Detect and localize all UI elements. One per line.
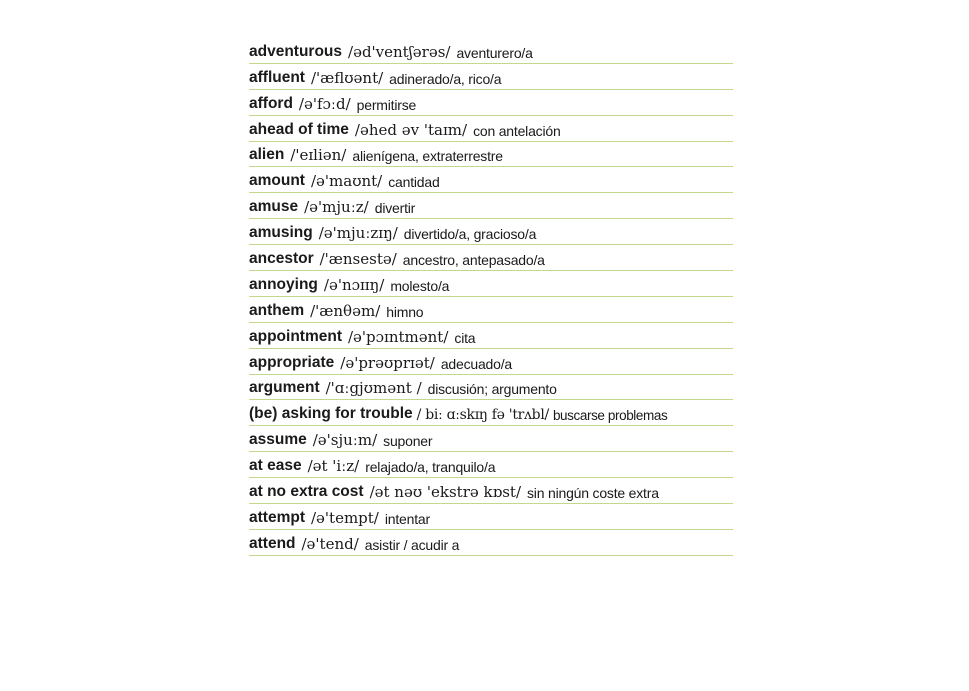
- entry-translation: ancestro, antepasado/a: [402, 252, 545, 269]
- list-item: [249, 271, 733, 297]
- entry-translation: permitirse: [356, 96, 417, 113]
- entry-translation: divertido/a, gracioso/a: [403, 226, 537, 243]
- entry-pronunciation: /'ænsestə/: [319, 250, 397, 269]
- entry-pronunciation: /'ɑːgjʊmənt /: [325, 379, 422, 398]
- list-item: [249, 142, 733, 168]
- list-item: [249, 323, 733, 349]
- entry-translation: aventurero/a: [456, 44, 533, 61]
- entry-translation: con antelación: [473, 122, 561, 139]
- entry-pronunciation: /ə'pɔɪntmənt/: [348, 327, 449, 346]
- entry-pronunciation: /ə'mjuːzɪŋ/: [318, 224, 398, 243]
- vocabulary-list: [249, 38, 733, 556]
- entry-word: assume: [249, 431, 307, 449]
- entry-pronunciation: /ə'maʊnt/: [310, 172, 383, 191]
- entry-translation: suponer: [383, 433, 433, 450]
- list-item: [249, 375, 733, 401]
- list-item: [249, 219, 733, 245]
- entry-translation: alienígena, extraterrestre: [352, 148, 503, 165]
- list-item: [249, 245, 733, 271]
- entry-translation: molesto/a: [390, 277, 450, 294]
- entry-translation: adecuado/a: [440, 355, 512, 372]
- entry-word: adventurous: [249, 42, 343, 60]
- entry-pronunciation: /ə'sjuːm/: [312, 431, 378, 450]
- entry-pronunciation: /əd'ventʃərəs/: [348, 42, 451, 61]
- entry-translation: divertir: [374, 200, 416, 217]
- entry-word: amusing: [249, 224, 313, 242]
- entry-pronunciation: /ət 'iːz/: [307, 457, 360, 476]
- list-item: [249, 426, 733, 452]
- entry-word: (be) asking for trouble: [249, 405, 413, 423]
- entry-pronunciation: /ə'fɔːd/: [298, 94, 351, 113]
- entry-word: ahead of time: [249, 120, 349, 138]
- list-item: [249, 530, 733, 556]
- entry-pronunciation: /ə'mjuːz/: [304, 198, 369, 217]
- list-item: [249, 504, 733, 530]
- list-item: [249, 400, 733, 426]
- entry-translation: intentar: [384, 510, 430, 527]
- entry-word: appropriate: [249, 353, 335, 371]
- entry-translation: cita: [454, 329, 476, 346]
- entry-pronunciation: /ə'prəʊprɪət/: [340, 353, 435, 372]
- entry-word: ancestor: [249, 250, 314, 268]
- list-item: [249, 38, 733, 64]
- entry-word: at ease: [249, 457, 302, 475]
- entry-pronunciation: /ə'tend/: [301, 534, 359, 553]
- entry-word: afford: [249, 94, 293, 112]
- entry-pronunciation: /'æflʊənt/: [310, 68, 384, 87]
- entry-translation: adinerado/a, rico/a: [389, 70, 502, 87]
- list-item: [249, 116, 733, 142]
- entry-translation: asistir / acudir a: [364, 536, 460, 553]
- entry-pronunciation: /əhed əv 'taɪm/: [354, 120, 468, 139]
- entry-word: at no extra cost: [249, 483, 364, 501]
- entry-translation: cantidad: [388, 174, 440, 191]
- list-item: [249, 64, 733, 90]
- entry-translation: buscarse problemas: [552, 408, 668, 424]
- list-item: [249, 452, 733, 478]
- entry-translation: sin ningún coste extra: [527, 485, 659, 502]
- entry-pronunciation: /'ænθəm/: [310, 301, 381, 320]
- entry-translation: himno: [386, 303, 424, 320]
- list-item: [249, 297, 733, 323]
- entry-word: amuse: [249, 198, 299, 216]
- entry-pronunciation: /ət nəʊ 'ekstrə kɒst/: [369, 483, 521, 502]
- list-item: [249, 90, 733, 116]
- entry-word: attend: [249, 534, 296, 552]
- entry-word: anthem: [249, 301, 305, 319]
- entry-word: amount: [249, 172, 305, 190]
- entry-pronunciation: /ə'nɔɪɪŋ/: [323, 275, 385, 294]
- entry-translation: discusión; argumento: [427, 381, 557, 398]
- list-item: [249, 167, 733, 193]
- list-item: [249, 349, 733, 375]
- entry-pronunciation: /'eɪliən/: [290, 146, 347, 165]
- entry-translation: relajado/a, tranquilo/a: [365, 459, 496, 476]
- list-item: [249, 193, 733, 219]
- entry-word: annoying: [249, 275, 318, 293]
- entry-word: affluent: [249, 68, 305, 86]
- entry-word: alien: [249, 146, 285, 164]
- entry-word: appointment: [249, 327, 342, 345]
- entry-pronunciation: /ə'tempt/: [310, 508, 379, 527]
- entry-pronunciation: / biː ɑːskɪŋ fə 'trʌbl/: [416, 407, 549, 424]
- list-item: [249, 478, 733, 504]
- entry-word: argument: [249, 379, 320, 397]
- entry-word: attempt: [249, 508, 305, 526]
